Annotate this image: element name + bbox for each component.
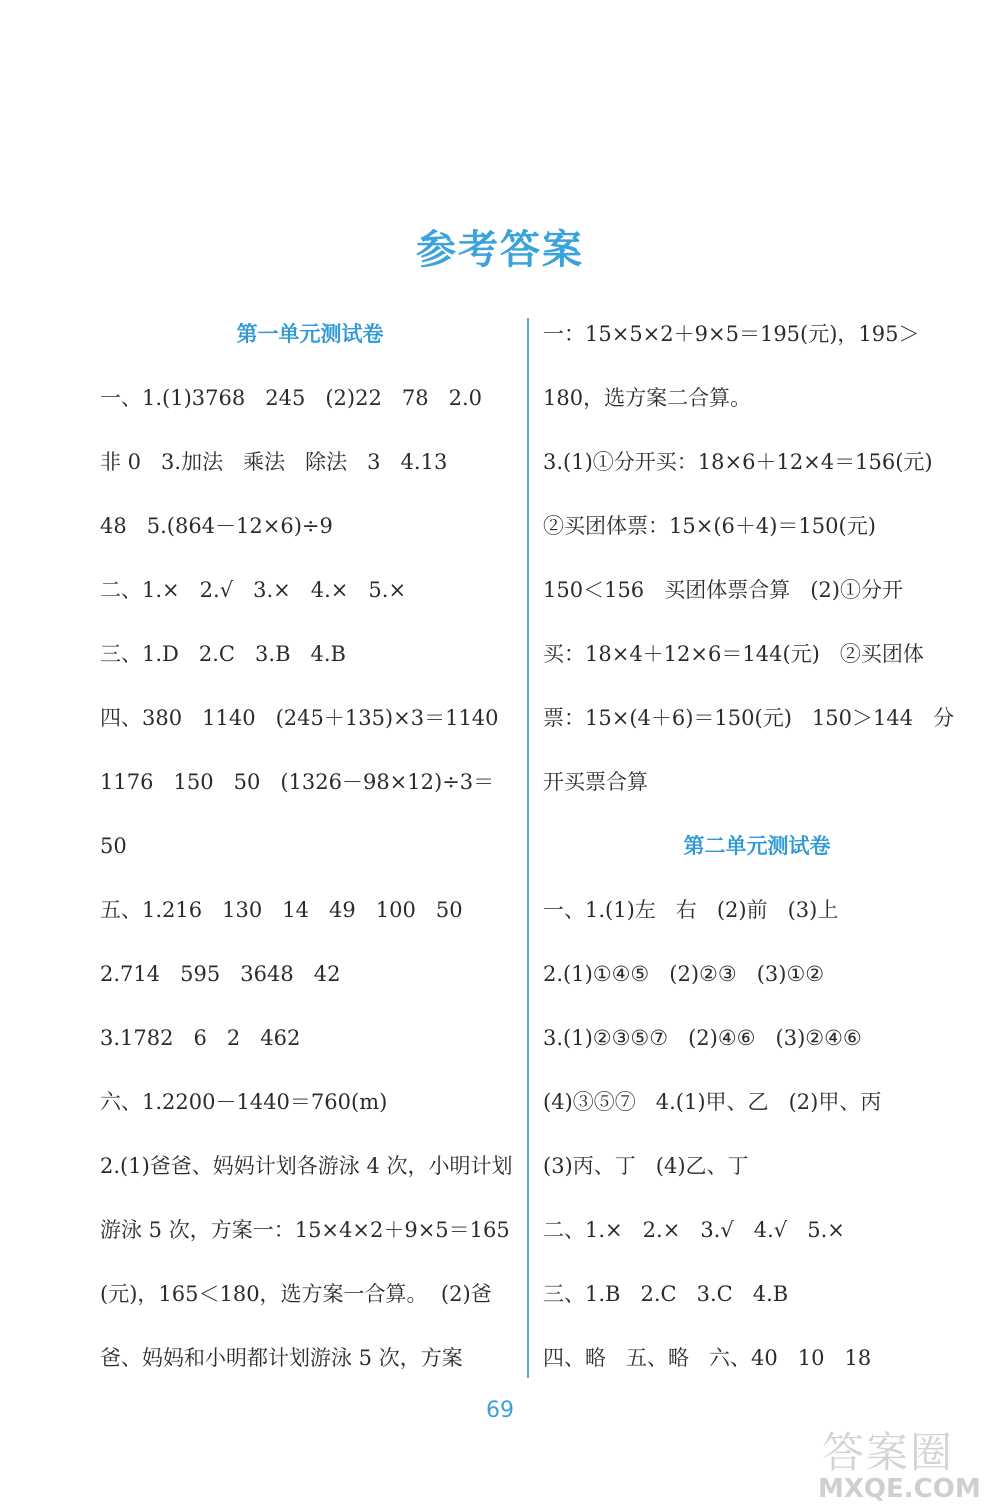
answer-line: 2.(1)①④⑤ (2)②③ (3)①② [543,962,825,986]
watermark-logo [818,1420,988,1506]
answer-line: 五、1.216 130 14 49 100 50 [100,898,463,922]
answer-line: 一、1.(1)3768 245 (2)22 78 2.0 [100,386,482,410]
answer-line: 3.(1)①分开买：18×6＋12×4＝156(元) [543,450,933,474]
answer-line: (3)丙、丁 (4)乙、丁 [543,1154,749,1178]
answer-line: (元)，165＜180，选方案一合算。 (2)爸 [100,1282,492,1306]
answer-line: 50 [100,834,127,858]
answer-line: 三、1.B 2.C 3.C 4.B [543,1282,789,1306]
answer-line: 买：18×4＋12×6＝144(元) ②买团体 [543,642,924,666]
answer-line: 180，选方案二合算。 [543,386,752,410]
right-column [543,302,971,1390]
answer-line: 票：15×(4＋6)＝150(元) 150＞144 分 [543,706,955,730]
answer-line: 48 5.(864－12×6)÷9 [100,514,333,538]
answer-line: 2.(1)爸爸、妈妈计划各游泳 4 次，小明计划 [100,1154,513,1178]
answer-line: ②买团体票：15×(6＋4)＝150(元) [543,514,876,538]
answer-line: 3.(1)②③⑤⑦ (2)④⑥ (3)②④⑥ [543,1026,862,1050]
answer-line: 3.1782 6 2 462 [100,1026,301,1050]
left-column [100,302,520,1390]
answer-line: 爸、妈妈和小明都计划游泳 5 次，方案 [100,1346,463,1370]
answer-line: 四、略 五、略 六、40 10 18 [543,1346,872,1370]
answer-line: 六、1.2200－1440＝760(m) [100,1090,388,1114]
answer-line: 二、1.× 2.× 3.√ 4.√ 5.× [543,1218,845,1242]
answer-line: 非 0 3.加法 乘法 除法 3 4.13 [100,450,448,474]
watermark-url: MXQE.COM [818,1474,981,1504]
answer-line: 一：15×5×2＋9×5＝195(元)，195＞ [543,322,920,346]
watermark-glyphs: 答案圈 [822,1428,955,1477]
column-divider [527,318,529,1378]
page-title: 参考答案 [416,227,584,273]
answer-line: 三、1.D 2.C 3.B 4.B [100,642,346,666]
answer-line: 2.714 595 3648 42 [100,962,341,986]
page-number: 69 [486,1398,514,1423]
answer-line: 二、1.× 2.√ 3.× 4.× 5.× [100,578,407,602]
section-heading: 第二单元测试卷 [683,834,831,858]
answer-line: 开买票合算 [543,770,648,794]
answer-line: 1176 150 50 (1326－98×12)÷3＝ [100,770,495,794]
section-heading: 第一单元测试卷 [236,322,384,346]
answer-line: (4)③⑤⑦ 4.(1)甲、乙 (2)甲、丙 [543,1090,882,1114]
answer-line: 四、380 1140 (245＋135)×3＝1140 [100,706,499,730]
answer-line: 一、1.(1)左 右 (2)前 (3)上 [543,898,839,922]
answer-line: 游泳 5 次，方案一：15×4×2＋9×5＝165 [100,1218,510,1242]
answer-line: 150＜156 买团体票合算 (2)①分开 [543,578,903,602]
